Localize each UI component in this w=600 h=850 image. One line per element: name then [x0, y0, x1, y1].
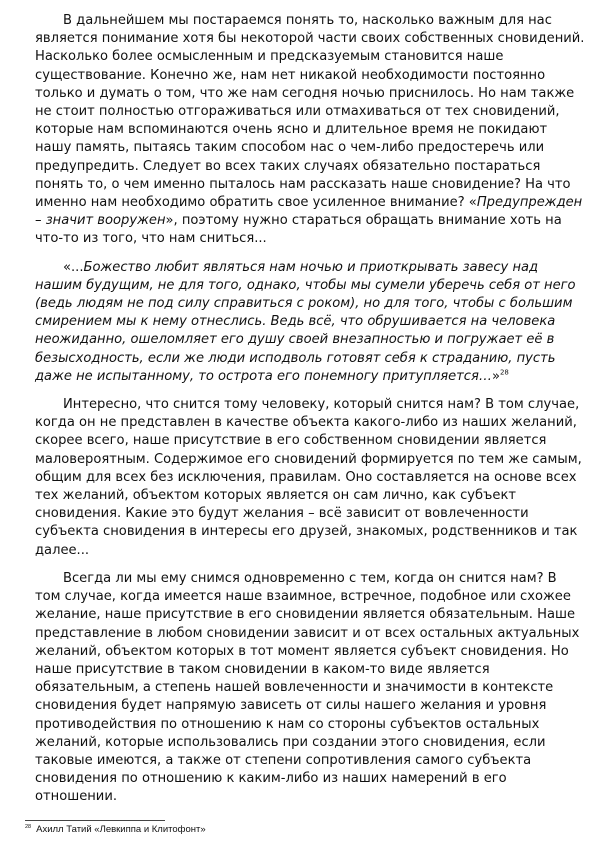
footnote-reference[interactable]: 28 — [499, 368, 509, 377]
paragraph-1 — [35, 12, 585, 249]
footnote-divider — [25, 820, 165, 821]
paragraph-1-text-a: В дальнейшем мы постараемся понять то, насколько важным для нас является понимание хотя бы некоторой части своих собственных сновидений. Насколько более осмысленным и предсказуемым становится наше существование. Конечно же, нам нет никакой необходимости постоянно только и думать о том, что же нам сегодня ночью приснилось. Но нам также не стоит полностью отгораживаться или отмахиваться от тех сновидений, которые нам вспоминаются очень ясно и длительное время не покидают нашу память, пытаясь таким способом нас о чем-либо предостеречь или предупредить. Следует во всех таких случаях обязательно постараться понять то, о чем именно пыталось нам рассказать наше сновидение? На что именно нам необходимо обратить свое усиленное внимание? « — [35, 13, 585, 211]
document-body — [35, 12, 585, 807]
footnote-text: Ахилл Татий «Левкиппа и Клитофонт» — [36, 824, 206, 836]
paragraph-3: Интересно, что снится тому человеку, который снится нам? В том случае, когда он не представлен в качестве объекта какого-либо из наших желаний, скорее всего, наше присутствие в его собственном сновидении является маловероятным. Содержимое его сновидений формируется по тем же самым, общим для всех без исключения, правилам. Оно составляется на основе всех тех желаний, объектом которых является он сам лично, как субъект сновидения. Какие это будут желания – всё зависит от вовлеченности субъекта сновидения в интересы его друзей, знакомых, родственников и так далее... — [35, 397, 582, 558]
quote-open-mark: «... — [63, 259, 84, 275]
paragraph-4: Всегда ли мы ему снимся одновременно с тем, когда он снится нам? В том случае, когда имеется наше взаимное, встречное, подобное или схожее желание, наше присутствие в его сновидении является обязательным. Наше представление в любом сновидении зависит и от всех остальных актуальных желаний, объектом которых в тот момент является субъект сновидения. Но наше присутствие в таком сновидении в каком-то виде является обязательным, а степень нашей вовлеченности и значимости в контексте сновидения будет напрямую зависеть от силы нашего желания и уровня противодействия по отношению к нам со стороны субъектов остальных желаний, которые использовались при создании этого сновидения, если таковые имеются, а также от степени сопротивления самого субъекта сновидения по отношению к каким-либо из наших намерений в его отношении. — [35, 570, 580, 805]
footnote-number: 28 — [25, 824, 32, 830]
quote-close-mark: » — [491, 368, 500, 384]
quote-text: Божество любит являться нам ночью и приоткрывать завесу над нашим будущим, не для того, однако, чтобы мы сумели уберечь себя от него (ведь людям не под силу справиться с роком), но для того, чтобы с большим смирением мы к нему отнеслись. Ведь всё, что обрушивается на человека неожиданно, ошеломляет его душу своей внезапностью и погружает её в безысходность, если же люди исподволь готовят себя к страданию, пусть даже не испытанному, то острота его понемногу притупляется… — [35, 259, 576, 384]
paragraph-1-text-b: », поэтому нужно стараться обращать внимание хоть на что-то из того, что нам сниться... — [35, 213, 562, 247]
proverb-italic: Предупрежден – значит вооружен — [35, 195, 583, 229]
footnote — [25, 824, 585, 835]
quote-paragraph — [35, 259, 585, 386]
